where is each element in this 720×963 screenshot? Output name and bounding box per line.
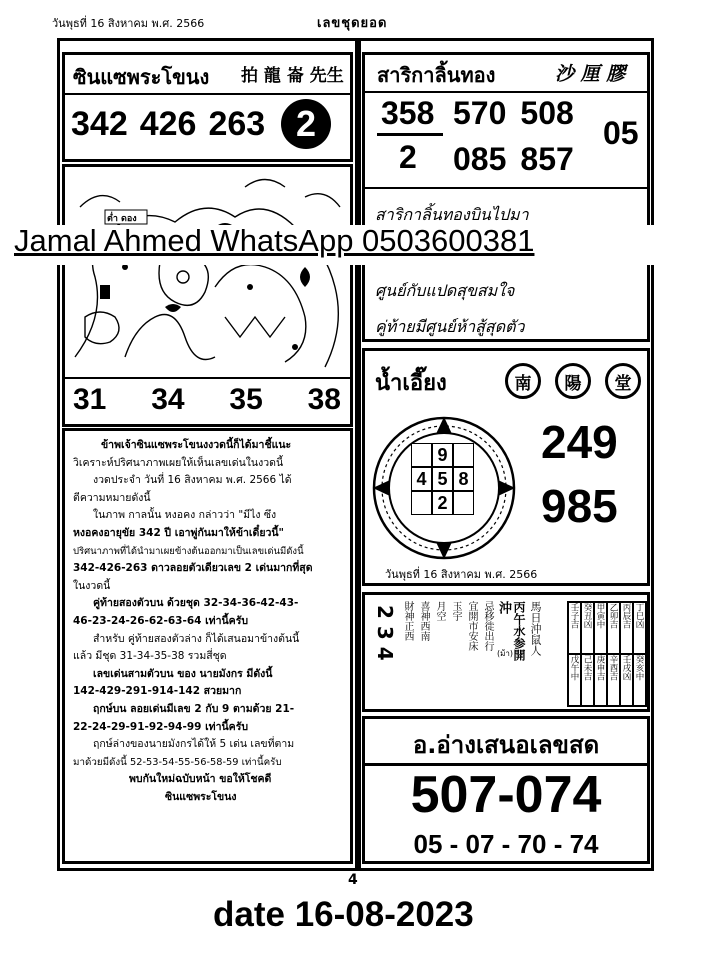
- hour-cell: [607, 654, 620, 706]
- text-line: งวดประจำ วันที่ 16 สิงหาคม พ.ศ. 2566 ได้: [93, 474, 292, 487]
- grid-cell: [411, 491, 432, 515]
- divider: [365, 91, 647, 93]
- watermark-date: date 16-08-2023: [213, 895, 474, 934]
- grid-cell: 5: [432, 467, 453, 491]
- hour-cell: [633, 654, 646, 706]
- text-line: ปริศนาภาพที่ได้นำมาเผยข้างต้นออกมาเป็นเลขเด่นมีดังนี้: [73, 545, 304, 557]
- hour-cell: [568, 602, 581, 654]
- text-line: หงอคงอายุขัย 342 ปี เอาพู่กันมาให้ข้าเดี๋ยวนี้": [73, 526, 285, 539]
- calendar-col: 馬日沖鼠人: [529, 601, 542, 656]
- fraction-bottom: 2: [399, 139, 417, 175]
- panel-left-title-cjk: 拍 龍 崙 先生: [241, 66, 344, 86]
- panel-right-calendar: [362, 592, 650, 712]
- grid-cell: 2: [432, 491, 453, 515]
- grid-cell: [453, 491, 474, 515]
- hour-status: 中: [595, 620, 605, 629]
- hour-name: 甲寅: [595, 603, 605, 620]
- header-center-title: เลขชุดยอด: [317, 16, 388, 31]
- number-grid: [411, 443, 474, 515]
- number: 857: [520, 141, 574, 177]
- text-line: ซินแซพระโขนง: [165, 790, 237, 803]
- hour-name: 癸丑: [582, 603, 592, 620]
- bottom-number: 38: [307, 383, 341, 416]
- number-3: 263: [208, 105, 266, 143]
- text-line: ตีความหมายดังนี้: [73, 491, 151, 504]
- calendar-col: 喜神西南: [418, 601, 429, 641]
- calendar-side-digits: 2 3 4: [373, 605, 397, 661]
- hour-status: 中: [569, 672, 579, 681]
- calendar-col: 玉宇: [450, 601, 461, 621]
- text-line: เลขเด่นสามตัวบน ของ นายมังกร มีดังนี้: [93, 667, 273, 680]
- hour-name: 戊午: [569, 655, 579, 672]
- circled-digit: 2: [295, 103, 317, 144]
- panel-left-numbers: [71, 105, 265, 144]
- text-line: วิเคราะห์ปริศนาภาพเผยให้เห็นเลขเด่นในงวดนี้: [73, 456, 284, 469]
- text-line: ฤกษ์ล่างของนายมังกรได้ให้ 5 เด่น เลขที่ตาม: [93, 738, 295, 751]
- calendar-col: 財神正西: [402, 601, 413, 641]
- calendar-col: 忌移徙出行: [482, 601, 493, 651]
- seal: [555, 363, 591, 399]
- seal: [605, 363, 641, 399]
- bottom-numbers: [73, 383, 341, 417]
- hour-name: 癸亥: [634, 655, 644, 672]
- hour-status: 吉: [608, 672, 618, 681]
- text-line: ฤกษ์บน ลอยเด่นมีเลข 2 กับ 9 ตามด้วย 21-: [93, 702, 295, 715]
- grid-cell: [411, 443, 432, 467]
- image-caption: ต่ำ ดอง: [107, 214, 137, 224]
- bottom-number: 35: [229, 383, 263, 416]
- seal-char: 陽: [564, 373, 582, 394]
- bottom-main-number: 507-074: [410, 766, 602, 824]
- bottom-title: อ.อ่างเสนอเลขสด: [412, 731, 600, 759]
- header-date: วันพุธที่ 16 สิงหาคม พ.ศ. 2566: [52, 17, 205, 30]
- hour-name: 己未: [582, 655, 592, 672]
- hour-cell: [594, 602, 607, 654]
- text-line: แล้ว มีชุด 31-34-35-38 รวมสี่ชุด: [73, 650, 227, 663]
- panel-right-top: [362, 52, 650, 342]
- panel-left-illustration: [62, 164, 353, 427]
- number: 570: [453, 95, 507, 131]
- panel-right-title-cjk: 沙 厘 膠: [555, 63, 626, 85]
- hour-name: 辛酉: [608, 655, 618, 672]
- hour-cell: [581, 654, 594, 706]
- number-1: 342: [71, 105, 128, 143]
- panel-mid-title-thai: น้ำเอี๊ยง: [375, 371, 447, 396]
- page-number: 4: [348, 872, 358, 888]
- hour-status: 吉: [608, 620, 618, 629]
- panel-left-top: [62, 52, 353, 162]
- calendar-col: 沖: [496, 601, 511, 614]
- text-line: 46-23-24-26-62-63-64 เท่านี้ครับ: [73, 614, 248, 627]
- seal-char: 南: [514, 373, 532, 394]
- hour-status: 吉: [569, 620, 579, 629]
- panel-right-bottom: [362, 716, 650, 864]
- hour-name: 壬戌: [621, 655, 631, 672]
- bottom-number: 34: [151, 383, 185, 416]
- hour-cell: [620, 654, 633, 706]
- watermark-contact: Jamal Ahmed WhatsApp 0503600381: [14, 223, 535, 258]
- animal-label: (ม้า): [497, 649, 514, 658]
- hour-name: 壬子: [569, 603, 579, 620]
- hour-status: 中: [634, 672, 644, 681]
- verse-line: ศูนย์กับแปดสุขสมใจ: [375, 281, 515, 300]
- mid-number: 249: [541, 416, 618, 468]
- mid-number: 985: [541, 480, 618, 532]
- calendar-col: 月空: [434, 601, 445, 621]
- grid-cell: [453, 443, 474, 467]
- hour-cell: [633, 602, 646, 654]
- text-line: สำหรับ คู่ท้ายสองตัวล่าง ก็ได้เสนอมาข้างต้นนี้: [93, 632, 300, 645]
- hour-cell: [594, 654, 607, 706]
- number-row-2: [453, 141, 574, 178]
- divider: [65, 93, 350, 95]
- text-line: มาด้วยมีดังนี้ 52-53-54-55-56-58-59 เท่านี้ครับ: [73, 756, 282, 768]
- grid-cell: 4: [411, 467, 432, 491]
- hour-status: 吉: [595, 672, 605, 681]
- number-row-1: [453, 95, 574, 132]
- circled-number: [281, 99, 331, 149]
- hour-name: 丁巳: [634, 603, 644, 620]
- text-line: 22-24-29-91-92-94-99 เท่านี้ครับ: [73, 720, 248, 733]
- divider: [365, 187, 647, 189]
- verse-line: สาริกาลิ้นทองบินไปมา: [375, 205, 529, 224]
- verse-line: คู่ท้ายมีศูนย์ห้าสู้สุดตัว: [375, 317, 525, 336]
- seal-char: 堂: [614, 373, 632, 394]
- hour-status: 凶: [634, 620, 644, 629]
- hour-name: 丙辰: [621, 603, 631, 620]
- hour-status: 吉: [582, 672, 592, 681]
- seal: [505, 363, 541, 399]
- bottom-number: 31: [73, 383, 107, 416]
- text-line: พบกันใหม่ฉบับหน้า ขอให้โชคดี: [129, 773, 272, 786]
- hour-table: [567, 601, 647, 707]
- grid-cell: 9: [432, 443, 453, 467]
- text-line: ในภาพ กาลนั้น หงอคง กล่าวว่า "มีไง ซึง: [93, 509, 277, 522]
- hour-cell: [581, 602, 594, 654]
- text-line: 342-426-263 ดาวลอยตัวเดียวเลข 2 เด่นมากที่สุด: [73, 562, 313, 575]
- hour-status: 凶: [582, 620, 592, 629]
- hour-name: 乙卯: [608, 603, 618, 620]
- text-line: คู่ท้ายสองตัวบน ด้วยชุด 32-34-36-42-43-: [93, 597, 299, 610]
- side-number: 05: [603, 115, 639, 151]
- text-line: ในงวดนี้: [73, 579, 111, 592]
- panel-right-mid: [362, 348, 650, 586]
- hour-cell: [568, 654, 581, 706]
- calendar-columns: [401, 601, 541, 705]
- divider: [65, 377, 350, 379]
- mid-date-line: วันพุธที่ 16 สิงหาคม พ.ศ. 2566: [385, 568, 538, 581]
- hour-name: 庚申: [595, 655, 605, 672]
- seal-row: [505, 363, 641, 399]
- hour-cell: [620, 602, 633, 654]
- hour-status: 凶: [621, 672, 631, 681]
- number: 085: [453, 141, 507, 177]
- fraction-top: 358: [381, 95, 435, 131]
- text-line: ข้าพเจ้าซินแซพระโขนงงวดนี้ก็ได้มาชี้แนะ: [101, 439, 292, 451]
- bottom-sub-numbers: 05 - 07 - 70 - 74: [413, 829, 599, 859]
- number-2: 426: [139, 105, 197, 143]
- text-line: 142-429-291-914-142 สวยมาก: [73, 685, 242, 698]
- number: 508: [520, 95, 574, 131]
- monkey-king-illustration: [65, 167, 350, 377]
- panel-left-text: [62, 428, 353, 864]
- panel-left-title-thai: ซินแซพระโขนง: [73, 65, 210, 89]
- grid-cell: 8: [453, 467, 474, 491]
- hour-status: 吉: [621, 620, 631, 629]
- fraction-bar: [377, 133, 443, 136]
- panel-right-title-thai: สาริกาลิ้นทอง: [377, 63, 496, 87]
- calendar-col: 宜開市安床: [466, 601, 477, 651]
- hour-cell: [607, 602, 620, 654]
- calendar-col: 丙午水参開: [512, 601, 526, 661]
